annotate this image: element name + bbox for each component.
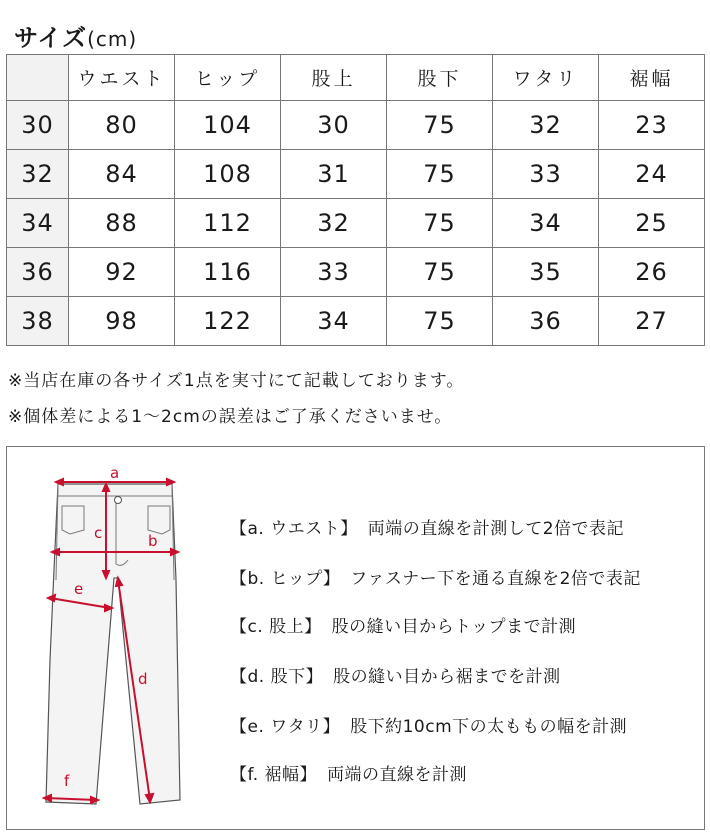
- table-header-row: [7, 55, 705, 101]
- row-size-label: 36: [7, 248, 69, 297]
- legend-desc: 股の縫い目からトップまで計測: [331, 617, 577, 637]
- table-cell: 25: [599, 199, 705, 248]
- legend-desc: 股下約10cm下の太ももの幅を計測: [350, 717, 628, 737]
- table-cell: 112: [175, 199, 281, 248]
- button-icon: [115, 497, 122, 504]
- table-cell: 88: [69, 199, 175, 248]
- header-hip: ヒップ: [175, 55, 281, 101]
- legend-item-thigh: [230, 712, 627, 737]
- legend-item-inseam: [230, 662, 561, 687]
- legend-key: 【c. 股上】: [230, 617, 322, 637]
- row-size-label: 32: [7, 150, 69, 199]
- label-e: e: [74, 580, 84, 598]
- table-cell: 26: [599, 248, 705, 297]
- table-cell: 31: [281, 150, 387, 199]
- table-cell: 32: [281, 199, 387, 248]
- table-cell: 84: [69, 150, 175, 199]
- table-cell: 116: [175, 248, 281, 297]
- legend-key: 【a. ウエスト】: [230, 519, 358, 539]
- legend-item-rise: [230, 612, 576, 637]
- table-cell: 98: [69, 297, 175, 346]
- label-b: b: [148, 532, 158, 550]
- header-rise: 股上: [281, 55, 387, 101]
- header-hem: 裾幅: [599, 55, 705, 101]
- table-cell: 32: [493, 101, 599, 150]
- header-thigh: ワタリ: [493, 55, 599, 101]
- legend-desc: 両端の直線を計測して2倍で表記: [367, 519, 625, 539]
- table-cell: 75: [387, 150, 493, 199]
- legend-key: 【d. 股下】: [230, 667, 324, 687]
- legend-key: 【f. 裾幅】: [230, 765, 318, 785]
- table-row: [7, 248, 705, 297]
- table-row: [7, 101, 705, 150]
- table-cell: 35: [493, 248, 599, 297]
- label-a: a: [110, 464, 120, 482]
- size-title-text: サイズ: [14, 24, 88, 52]
- note-tolerance: ※個体差による1〜2cmの誤差はご了承くださいませ。: [8, 407, 453, 427]
- table-cell: 27: [599, 297, 705, 346]
- table-cell: 34: [493, 199, 599, 248]
- table-cell: 92: [69, 248, 175, 297]
- legend-item-hem: [230, 760, 467, 785]
- legend-key: 【b. ヒップ】: [230, 569, 341, 589]
- legend-desc: 両端の直線を計測: [327, 765, 468, 785]
- table-cell: 75: [387, 101, 493, 150]
- table-cell: 108: [175, 150, 281, 199]
- size-title: [14, 18, 137, 53]
- header-inseam: 股下: [387, 55, 493, 101]
- table-cell: 23: [599, 101, 705, 150]
- table-cell: 36: [493, 297, 599, 346]
- table-row: [7, 199, 705, 248]
- jeans-diagram: [30, 460, 210, 820]
- legend-desc: 股の縫い目から裾までを計測: [333, 667, 561, 687]
- table-row: [7, 297, 705, 346]
- table-corner-cell: [7, 55, 69, 101]
- size-table: [6, 54, 705, 346]
- table-cell: 104: [175, 101, 281, 150]
- table-row: [7, 150, 705, 199]
- legend-item-hip: [230, 564, 641, 589]
- table-cell: 75: [387, 297, 493, 346]
- size-title-unit: (cm): [87, 27, 138, 51]
- header-waist: ウエスト: [69, 55, 175, 101]
- table-cell: 33: [281, 248, 387, 297]
- table-cell: 75: [387, 199, 493, 248]
- table-cell: 30: [281, 101, 387, 150]
- table-cell: 24: [599, 150, 705, 199]
- table-cell: 34: [281, 297, 387, 346]
- row-size-label: 30: [7, 101, 69, 150]
- legend-key: 【e. ワタリ】: [230, 717, 341, 737]
- row-size-label: 34: [7, 199, 69, 248]
- table-cell: 75: [387, 248, 493, 297]
- row-size-label: 38: [7, 297, 69, 346]
- note-measurement: ※当店在庫の各サイズ1点を実寸にて記載しております。: [8, 371, 465, 391]
- table-cell: 122: [175, 297, 281, 346]
- label-f: f: [64, 772, 70, 790]
- legend-desc: ファスナー下を通る直線を2倍で表記: [350, 569, 641, 589]
- table-cell: 33: [493, 150, 599, 199]
- label-d: d: [138, 670, 148, 688]
- legend-item-waist: [230, 514, 624, 539]
- table-cell: 80: [69, 101, 175, 150]
- label-c: c: [94, 524, 103, 542]
